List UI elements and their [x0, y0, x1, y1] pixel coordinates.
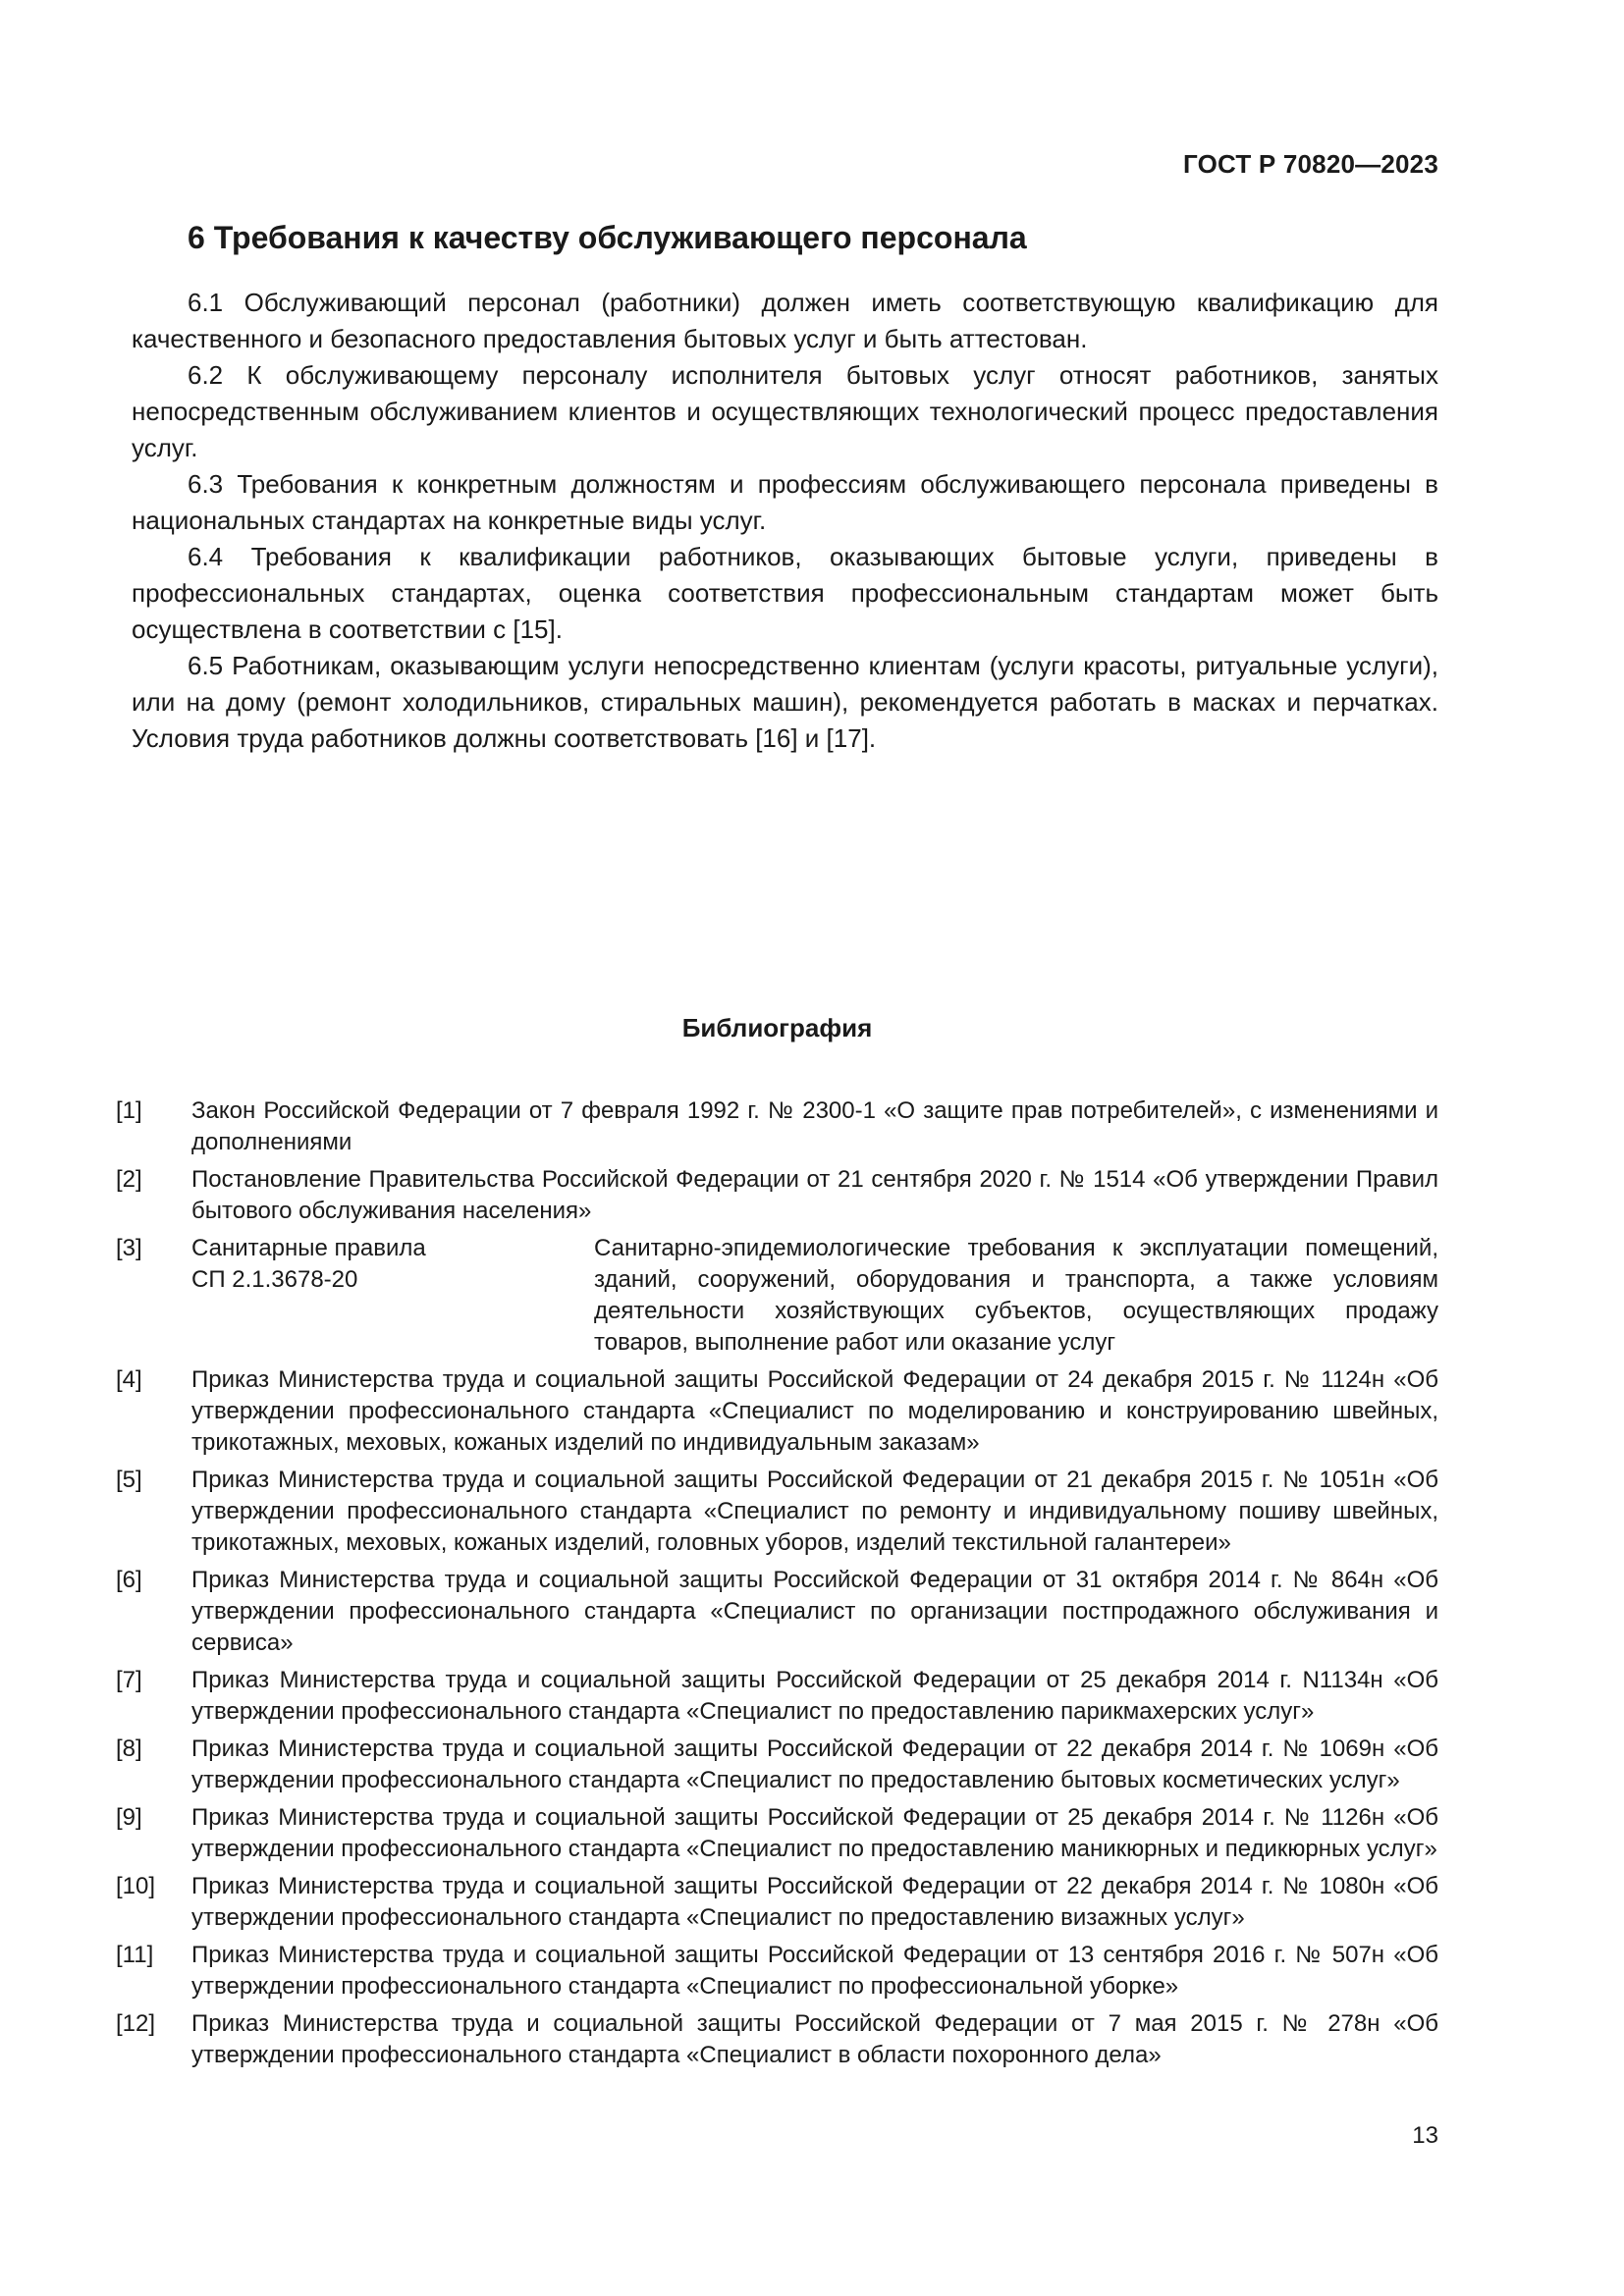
reference-number: [1]: [116, 1097, 142, 1124]
paragraph-6-5: 6.5 Работникам, оказывающим услуги непосредственно клиентам (услуги красоты, ритуальные услуги), или на дому (ремонт холодильников, стиральных машин), рекомендуется работать в масках и перчатках. Условия труда работников должны соответствовать [16] и [17].: [132, 651, 1438, 753]
bibliography-item: [116, 1565, 1438, 1659]
reference-text: Приказ Министерства труда и социальной защиты Российской Федерации от 13 сентября 2016 г. № 507н «Об утверждении профессионального стандарта «Специалист по профессиональной уборке»: [191, 1942, 1438, 2000]
reference-text: Закон Российской Федерации от 7 февраля 1992 г. № 2300-1 «О защите прав потребителей», с изменениями и дополнениями: [191, 1097, 1438, 1155]
paragraph-6-1: 6.1 Обслуживающий персонал (работники) должен иметь соответствующую квалификацию для качественного и безопасного предоставления бытовых услуг и быть аттестован.: [132, 288, 1438, 353]
paragraph-6-2: 6.2 К обслуживающему персоналу исполнителя бытовых услуг относят работников, занятых непосредственным обслуживанием клиентов и осуществляющих технологический процесс предоставления услуг.: [132, 360, 1438, 462]
reference-number: [12]: [116, 2010, 156, 2037]
reference-text: Приказ Министерства труда и социальной защиты Российской Федерации от 31 октября 2014 г. № 864н «Об утверждении профессионального стандарта «Специалист по организации постпродажного обслуживания и сервиса»: [191, 1567, 1438, 1656]
bibliography-item: [116, 1734, 1438, 1796]
reference-number: [10]: [116, 1873, 156, 1899]
reference-title: Санитарно-эпидемиологические требования к эксплуатации помещений, зданий, сооружений, оборудования и транспорта, а также условиям деятельности хозяйствующих субъектов, осуществляющих продажу товаров, выполнение работ или оказание услуг: [594, 1235, 1438, 1356]
reference-number: [9]: [116, 1804, 142, 1831]
reference-number: [3]: [116, 1235, 142, 1261]
bibliography-item: [116, 1940, 1438, 2002]
reference-number: [7]: [116, 1667, 142, 1693]
reference-text: Приказ Министерства труда и социальной защиты Российской Федерации от 22 декабря 2014 г. № 1080н «Об утверждении профессионального стандарта «Специалист по предоставлению визажных услуг»: [191, 1873, 1438, 1931]
reference-document-type: [191, 1233, 594, 1359]
bibliography-item: [116, 1802, 1438, 1865]
paragraph-6-4: 6.4 Требования к квалификации работников, оказывающих бытовые услуги, приведены в профессиональных стандартах, оценка соответствия профессиональным стандартам может быть осуществлена в соответствии с [15].: [132, 542, 1438, 644]
bibliography-item: [116, 1364, 1438, 1459]
section-6: [132, 218, 1438, 757]
bibliography-item: [116, 1871, 1438, 1934]
reference-number: [2]: [116, 1166, 142, 1193]
reference-text: Приказ Министерства труда и социальной защиты Российской Федерации от 21 декабря 2015 г. № 1051н «Об утверждении профессионального стандарта «Специалист по ремонту и индивидуальному пошиву швейных, трикотажных, меховых, кожаных изделий, головных уборов, изделий текстильной галантереи»: [191, 1467, 1438, 1556]
bibliography-item: [116, 1164, 1438, 1227]
reference-text: Приказ Министерства труда и социальной защиты Российской Федерации от 25 декабря 2014 г. № 1126н «Об утверждении профессионального стандарта «Специалист по предоставлению маникюрных и педикюрных услуг»: [191, 1804, 1438, 1862]
bibliography-item: [116, 1233, 1438, 1359]
reference-number: [6]: [116, 1567, 142, 1593]
section-heading: 6 Требования к качеству обслуживающего персонала: [188, 220, 1027, 255]
reference-number: [4]: [116, 1366, 142, 1393]
bibliography-item: [116, 2008, 1438, 2071]
reference-document-code: СП 2.1.3678-20: [191, 1266, 358, 1293]
reference-text: Постановление Правительства Российской Федерации от 21 сентября 2020 г. № 1514 «Об утверждении Правил бытового обслуживания населения»: [191, 1166, 1438, 1224]
reference-number: [11]: [116, 1942, 154, 1968]
reference-document-kind: Санитарные правила: [191, 1235, 426, 1261]
reference-number: [8]: [116, 1735, 142, 1762]
bibliography-heading: Библиография: [681, 1013, 873, 1042]
bibliography-item: [116, 1095, 1438, 1158]
bibliography-item: [116, 1665, 1438, 1728]
bibliography-item: [116, 1465, 1438, 1559]
reference-split: [191, 1233, 1438, 1359]
reference-text: Приказ Министерства труда и социальной защиты Российской Федерации от 25 декабря 2014 г. N1134н «Об утверждении профессионального стандарта «Специалист по предоставлению парикмахерских услуг»: [191, 1667, 1438, 1725]
page-number: 13: [1412, 2122, 1438, 2149]
paragraph-6-3: 6.3 Требования к конкретным должностям и профессиям обслуживающего персонала приведены в национальных стандартах на конкретные виды услуг.: [132, 469, 1438, 535]
reference-text: Приказ Министерства труда и социальной защиты Российской Федерации от 7 мая 2015 г. № 278н «Об утверждении профессионального стандарта «Специалист в области похоронного дела»: [191, 2010, 1438, 2068]
reference-number: [5]: [116, 1467, 142, 1493]
bibliography: [116, 1011, 1438, 2077]
reference-text: Приказ Министерства труда и социальной защиты Российской Федерации от 24 декабря 2015 г. № 1124н «Об утверждении профессионального стандарта «Специалист по моделированию и конструированию швейных, трикотажных, меховых, кожаных изделий по индивидуальным заказам»: [191, 1366, 1438, 1456]
reference-text: Приказ Министерства труда и социальной защиты Российской Федерации от 22 декабря 2014 г. № 1069н «Об утверждении профессионального стандарта «Специалист по предоставлению бытовых косметических услуг»: [191, 1735, 1438, 1793]
document-code: ГОСТ Р 70820—2023: [1183, 149, 1438, 179]
